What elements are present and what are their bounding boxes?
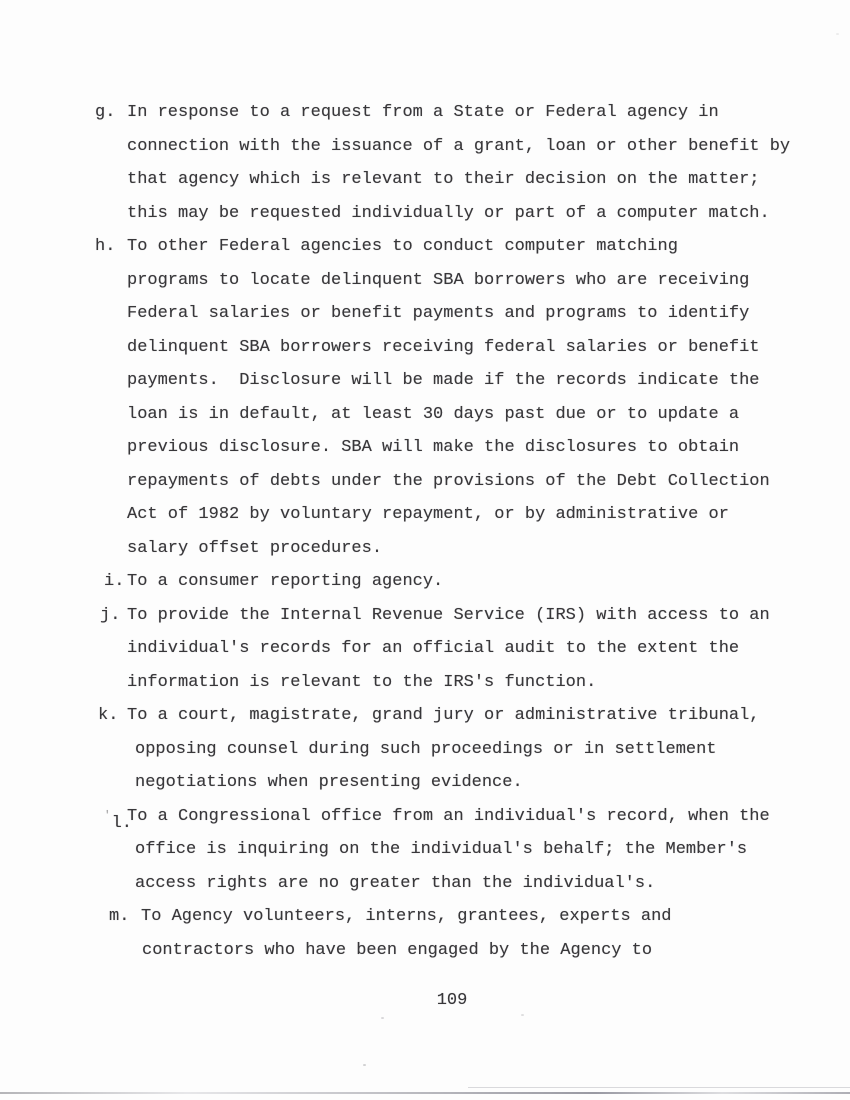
scan-speck xyxy=(363,1064,366,1066)
text-line: individual's records for an official audit to the extent the xyxy=(127,639,740,658)
text-line: repayments of debts under the provisions of the Debt Collection xyxy=(127,471,770,491)
text-line: this may be requested individually or part of a computer match. xyxy=(127,203,770,223)
text-line: To a Congressional office from an individual's record, when the xyxy=(127,806,770,826)
text-line: negotiations when presenting evidence. xyxy=(135,773,523,792)
item-label: g. xyxy=(95,103,116,122)
text-line: opposing counsel during such proceedings or in settlement xyxy=(135,739,717,759)
page-number: 109 xyxy=(436,991,468,1010)
text-line: connection with the issuance of a grant, loan or other benefit by xyxy=(127,136,791,156)
item-label: k. xyxy=(98,706,119,725)
text-line: information is relevant to the IRS's function. xyxy=(127,672,597,692)
list-item-j xyxy=(100,599,807,700)
list-item-h xyxy=(95,230,807,565)
text-line: To a consumer reporting agency. xyxy=(127,572,444,591)
text-line: Federal salaries or benefit payments and programs to identify xyxy=(127,304,750,323)
lettered-list xyxy=(95,96,807,967)
text-line: previous disclosure. SBA will make the disclosures to obtain xyxy=(127,438,740,457)
text-line: delinquent SBA borrowers receiving federal salaries or benefit xyxy=(127,337,760,357)
item-label: h. xyxy=(95,237,116,256)
text-line: salary offset procedures. xyxy=(127,538,383,558)
list-item-k xyxy=(98,699,807,800)
item-label: 'l. xyxy=(104,809,133,833)
text-line: To Agency volunteers, interns, grantees, experts and xyxy=(141,907,672,926)
item-label: m. xyxy=(109,907,130,926)
scan-speck xyxy=(381,1017,384,1019)
text-line: payments. Disclosure will be made if the records indicate the xyxy=(127,371,760,390)
item-label: i. xyxy=(104,572,125,591)
text-line: access rights are no greater than the individual's. xyxy=(135,873,656,893)
stray-mark: ' xyxy=(104,809,111,822)
text-line: To a court, magistrate, grand jury or administrative tribunal, xyxy=(127,706,760,725)
list-item-l xyxy=(104,800,807,901)
item-label: j. xyxy=(100,605,121,625)
text-line: loan is in default, at least 30 days past due or to update a xyxy=(127,404,740,424)
scan-edge-line xyxy=(0,1092,850,1094)
text-line: In response to a request from a State or Federal agency in xyxy=(127,103,719,122)
scan-speck xyxy=(836,33,839,35)
text-line: contractors who have been engaged by the Agency to xyxy=(142,940,653,960)
list-item-m xyxy=(109,900,807,967)
text-line: To other Federal agencies to conduct computer matching xyxy=(127,237,678,256)
list-item-g xyxy=(95,96,807,230)
text-line: that agency which is relevant to their decision on the matter; xyxy=(127,170,760,189)
list-item-i xyxy=(104,565,807,599)
text-line: office is inquiring on the individual's behalf; the Member's xyxy=(135,840,748,859)
scan-speck xyxy=(521,1014,524,1016)
scan-edge-line-faint xyxy=(468,1087,850,1088)
text-line: To provide the Internal Revenue Service (IRS) with access to an xyxy=(127,605,770,625)
text-line: programs to locate delinquent SBA borrowers who are receiving xyxy=(127,270,750,290)
text-line: Act of 1982 by voluntary repayment, or by administrative or xyxy=(127,505,729,524)
